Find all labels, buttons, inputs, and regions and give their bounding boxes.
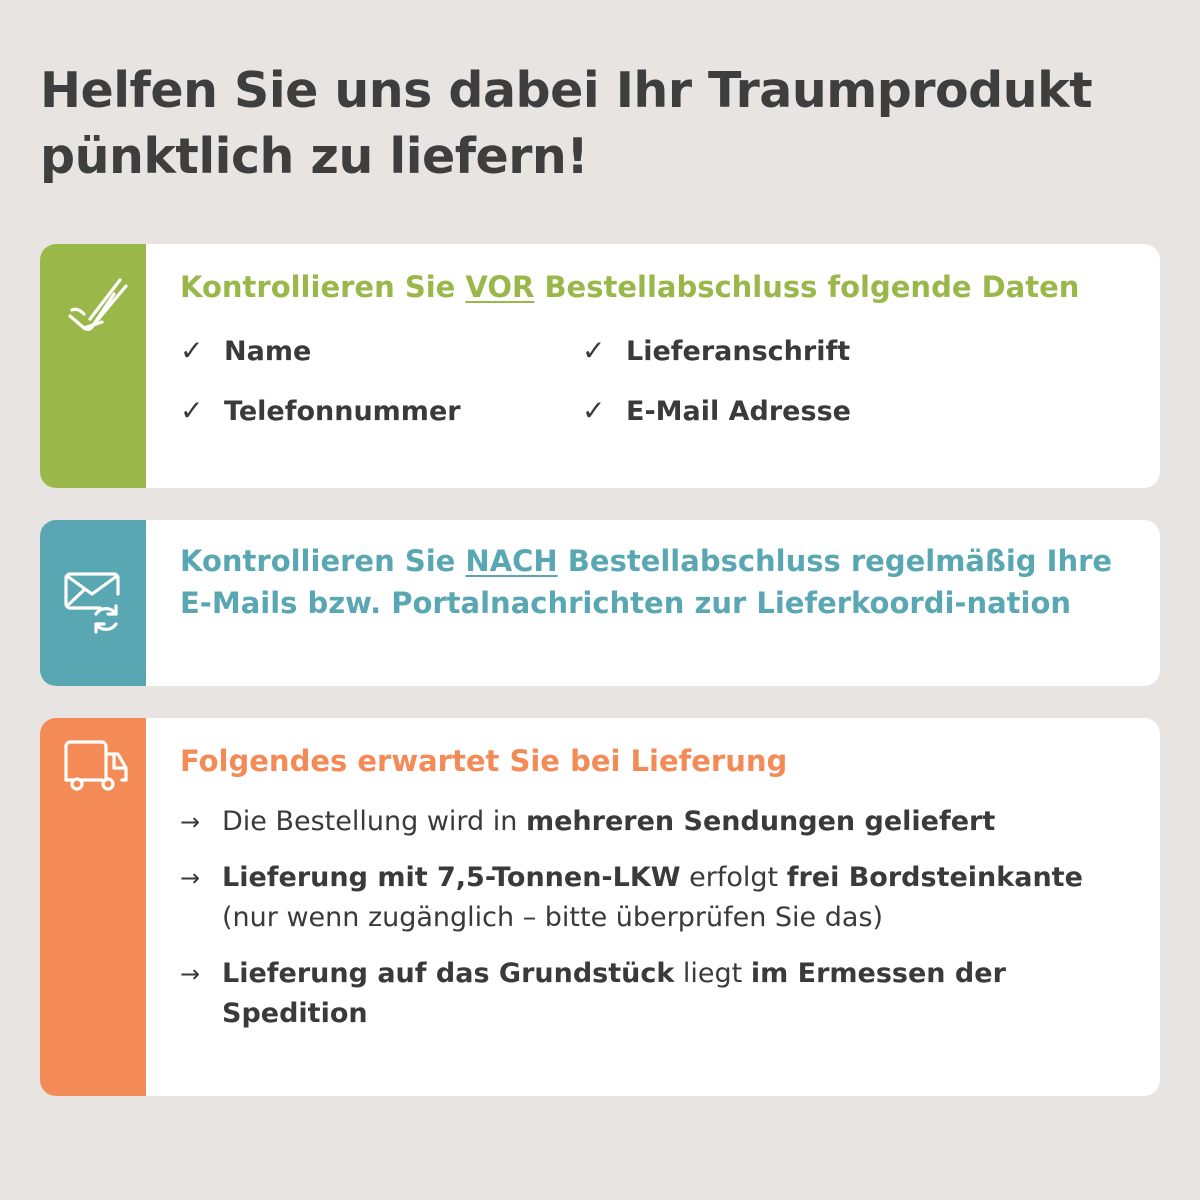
emphasis-before: VOR — [465, 270, 535, 304]
arrow-right-icon: → — [180, 864, 201, 892]
card-band-green — [40, 244, 146, 488]
checkmark-icon: ✓ — [180, 334, 204, 367]
truck-icon — [62, 732, 130, 800]
card-band-blue — [40, 520, 146, 686]
check-item-phone: ✓ Telefonnummer — [180, 394, 461, 427]
list-item: → Lieferung auf das Grundstück liegt im Ermessen der Spedition — [180, 954, 1130, 1034]
checklist — [180, 328, 1130, 448]
card-before-checkout — [40, 244, 1160, 488]
checkmark-icon: ✓ — [582, 334, 606, 367]
card-title: Kontrollieren Sie NACH Bestellabschluss regelmäßig Ihre E-Mails bzw. Portalnachrichten zur Lieferkoordi-nation — [180, 544, 1113, 620]
check-item-email: ✓ E-Mail Adresse — [582, 394, 851, 427]
arrow-right-icon: → — [180, 960, 201, 988]
delivery-list — [180, 802, 1130, 1034]
list-item: → Die Bestellung wird in mehreren Sendungen geliefert — [180, 802, 1130, 842]
emphasis-after: NACH — [465, 544, 558, 578]
list-item: → Lieferung mit 7,5-Tonnen-LKW erfolgt frei Bordsteinkante (nur wenn zugänglich – bitte überprüfen Sie das) — [180, 858, 1130, 938]
page-title: Helfen Sie uns dabei Ihr Traumprodukt pünktlich zu liefern! — [40, 62, 1093, 185]
checkmark-icon: ✓ — [582, 394, 606, 427]
card-delivery-expectations — [40, 718, 1160, 1096]
arrow-right-icon: → — [180, 808, 201, 836]
card-band-orange — [40, 718, 146, 1096]
check-item-name: ✓ Name — [180, 334, 312, 367]
mail-sync-icon — [62, 568, 130, 636]
card-after-checkout — [40, 520, 1160, 686]
card-title: Folgendes erwartet Sie bei Lieferung — [180, 744, 788, 778]
hand-check-icon — [62, 270, 130, 338]
checkmark-icon: ✓ — [180, 394, 204, 427]
check-item-address: ✓ Lieferanschrift — [582, 334, 851, 367]
card-title: Kontrollieren Sie VOR Bestellabschluss folgende Daten — [180, 270, 1080, 304]
